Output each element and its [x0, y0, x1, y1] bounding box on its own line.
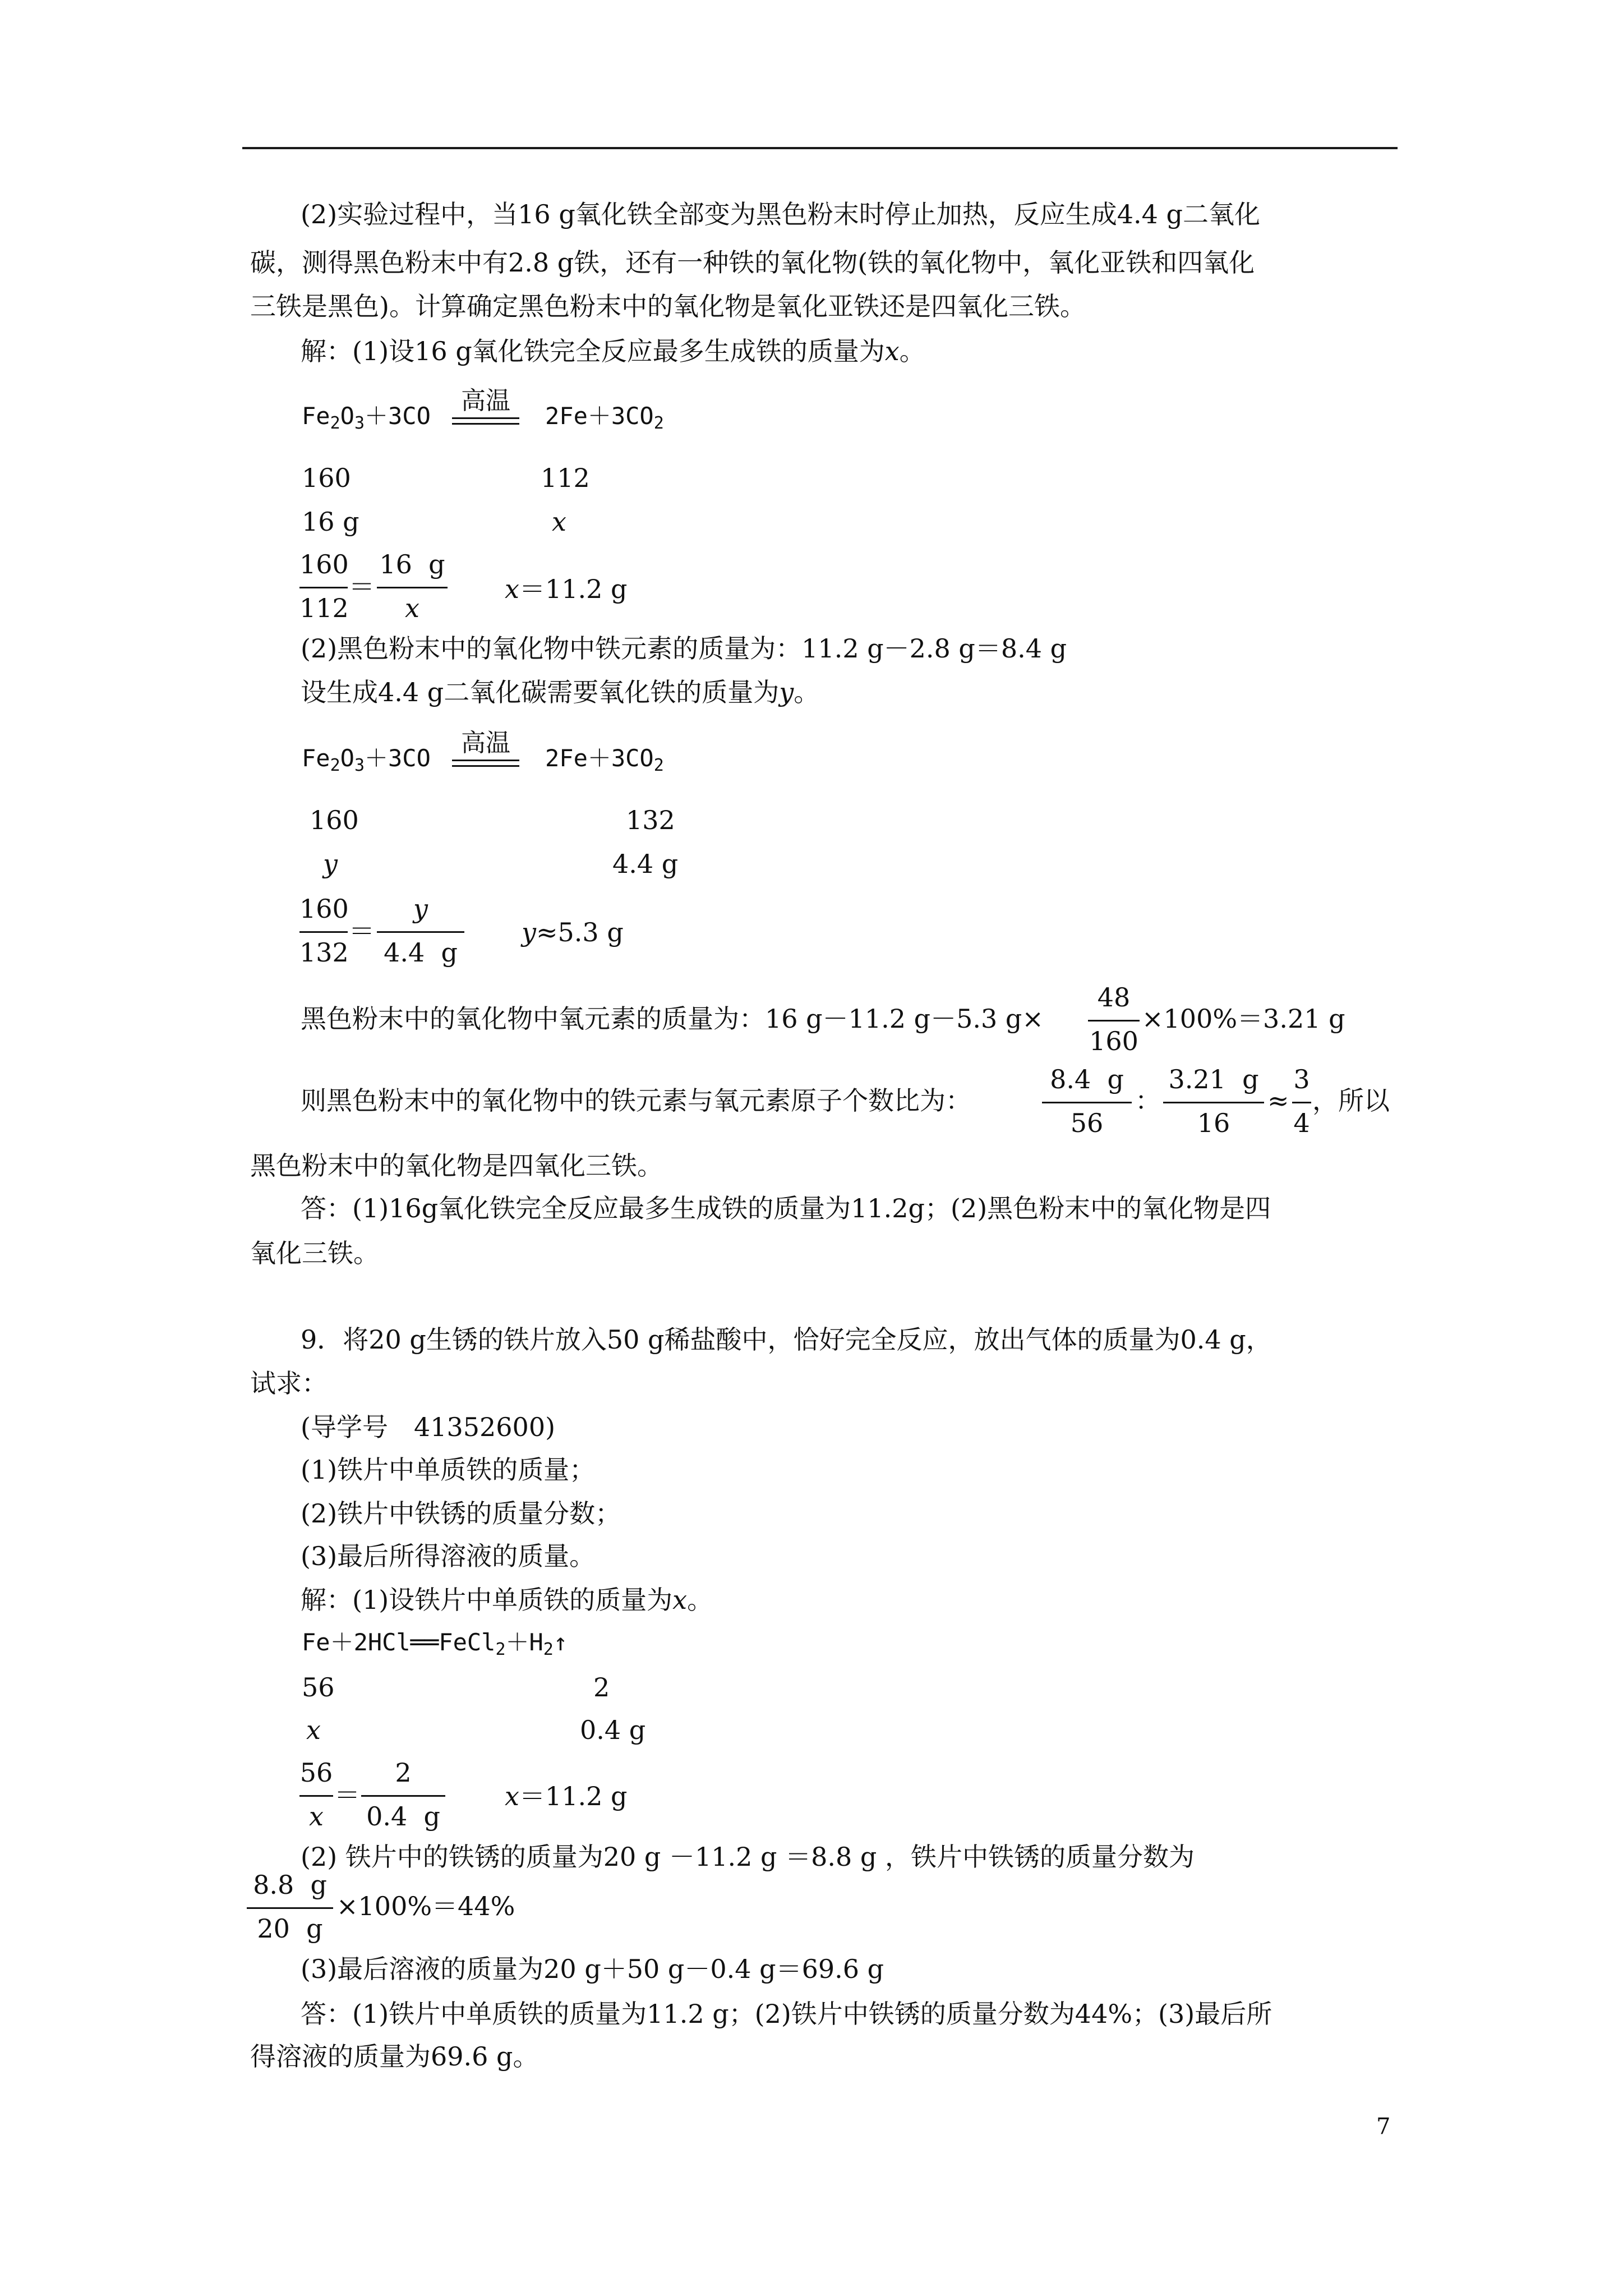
question-line-3: 三铁是黑色)。计算确定黑色粉末中的氧化物是氧化亚铁还是四氧化三铁。 [250, 291, 1086, 321]
reaction-condition-1: 高温 [452, 380, 519, 425]
ratio-row-1b: 112 [541, 463, 590, 493]
question-9-item-1: (1)铁片中单质铁的质量； [301, 1455, 596, 1485]
question-line-1: (2)实验过程中，当16 g氧化铁全部变为黑色粉末时停止加热，反应生成4.4 g二氧化 [301, 199, 1260, 229]
oxygen-mass-line: 黑色粉末中的氧化物中氧元素的质量为：16 g－11.2 g－5.3 g× [301, 1004, 1044, 1034]
fraction-160-132: 160 132 [299, 894, 349, 968]
ratio-row-3b: 132 [626, 805, 675, 835]
fraction-16g-x: 16 g x [377, 547, 448, 626]
ratio-row-9a: 56 [302, 1672, 335, 1703]
ratio-row-9d: 0.4 g [580, 1715, 646, 1745]
ratio-row-4a: y [323, 849, 338, 879]
question-9-line-1: 9．将20 g生锈的铁片放入50 g稀盐酸中，恰好完全反应，放出气体的质量为0.4 g， [301, 1324, 1272, 1355]
atom-ratio-line: 则黑色粉末中的氧化物中的铁元素与氧元素原子个数比为： [301, 1085, 971, 1116]
ratio-row-9b: 2 [593, 1672, 610, 1703]
equation-2-left: $Fe_2O_3+3CO$ [302, 744, 431, 775]
ratio-row-2a: 16 g [302, 507, 359, 537]
fraction-2-0.4g: 2 0.4 g [361, 1756, 445, 1834]
solution-2-line-2: 设生成4.4 g二氧化碳需要氧化铁的质量为y。 [301, 677, 820, 707]
equation-1-right: $2Fe+3CO_2$ [545, 402, 664, 433]
fraction-y-4.4g: y 4.4 g [377, 892, 464, 970]
oxygen-mass-result: ×100%＝3.21 g [1142, 1004, 1345, 1034]
header-rule [242, 147, 1398, 149]
answer-8-line-1: 答：(1)16g氧化铁完全反应最多生成铁的质量为11.2g；(2)黑色粉末中的氧化物是四 [301, 1193, 1271, 1223]
equation-9: $Fe+2HCl══FeCl_2+H_2↑$ [302, 1628, 568, 1659]
solution-9-intro: 解：(1)设铁片中单质铁的质量为x。 [301, 1585, 713, 1615]
ratio-conclusion: 黑色粉末中的氧化物是四氧化三铁。 [250, 1151, 663, 1181]
ratio-suffix: ，所以 [1312, 1085, 1390, 1116]
ratio-colon: ： [1135, 1085, 1161, 1116]
fraction-48-160: 48 160 [1088, 981, 1140, 1059]
reaction-condition-2: 高温 [452, 723, 519, 767]
ratio-row-1a: 160 [302, 463, 351, 493]
fraction-160-112: 160 112 [299, 549, 349, 623]
equation-1-left: $Fe_2O_3+3CO$ [302, 402, 431, 433]
fraction-3-4: 3 4 [1292, 1062, 1311, 1141]
ratio-row-3a: 160 [310, 805, 359, 835]
answer-9-line-1: 答：(1)铁片中单质铁的质量为11.2 g；(2)铁片中铁锈的质量分数为44%；(3)最后所 [301, 1999, 1272, 2029]
equals-sign: ＝ [349, 572, 375, 602]
equation-2-right: $2Fe+3CO_2$ [545, 744, 664, 775]
page-number: 7 [1376, 2114, 1391, 2139]
fraction-8.4g-56: 8.4 g 56 [1042, 1062, 1132, 1141]
equals-sign-2: ＝ [349, 916, 375, 946]
result-x: x＝11.2 g [505, 574, 628, 604]
answer-8-line-2: 氧化三铁。 [250, 1238, 379, 1268]
solution-2-line-1: (2)黑色粉末中的氧化物中铁元素的质量为：11.2 g－2.8 g＝8.4 g [301, 633, 1067, 664]
approx-sign: ≈ [1267, 1085, 1289, 1116]
question-9-reference: (导学号 41352600) [301, 1412, 556, 1442]
rust-percentage: ×100%＝44% [336, 1891, 515, 1921]
question-line-2: 碳，测得黑色粉末中有2.8 g铁，还有一种铁的氧化物(铁的氧化物中，氧化亚铁和四氧化 [250, 247, 1255, 278]
answer-9-line-2: 得溶液的质量为69.6 g。 [250, 2041, 539, 2072]
equals-sign-9: ＝ [334, 1780, 360, 1810]
ratio-row-2b: x [552, 507, 566, 537]
result-9-x: x＝11.2 g [505, 1781, 628, 1811]
fraction-56-x: 56 x [299, 1757, 333, 1832]
solution-intro-1: 解：(1)设16 g氧化铁完全反应最多生成铁的质量为x。 [301, 336, 925, 366]
ratio-row-9c: x [306, 1715, 321, 1745]
result-y: y≈5.3 g [522, 917, 624, 947]
fraction-8.8g-20g: 8.8 g 20 g [247, 1868, 333, 1947]
question-9-line-2: 试求： [250, 1368, 328, 1398]
fraction-3.21g-16: 3.21 g 16 [1163, 1062, 1264, 1141]
question-9-item-2: (2)铁片中铁锈的质量分数； [301, 1498, 621, 1529]
question-9-item-3: (3)最后所得溶液的质量。 [301, 1541, 596, 1571]
ratio-row-4b: 4.4 g [612, 849, 679, 879]
solution-9-part-3: (3)最后溶液的质量为20 g＋50 g－0.4 g＝69.6 g [301, 1954, 884, 1984]
solution-9-part-2: (2) 铁片中的铁锈的质量为20 g －11.2 g ＝8.8 g ，铁片中铁锈的质量分数为 [301, 1842, 1195, 1872]
